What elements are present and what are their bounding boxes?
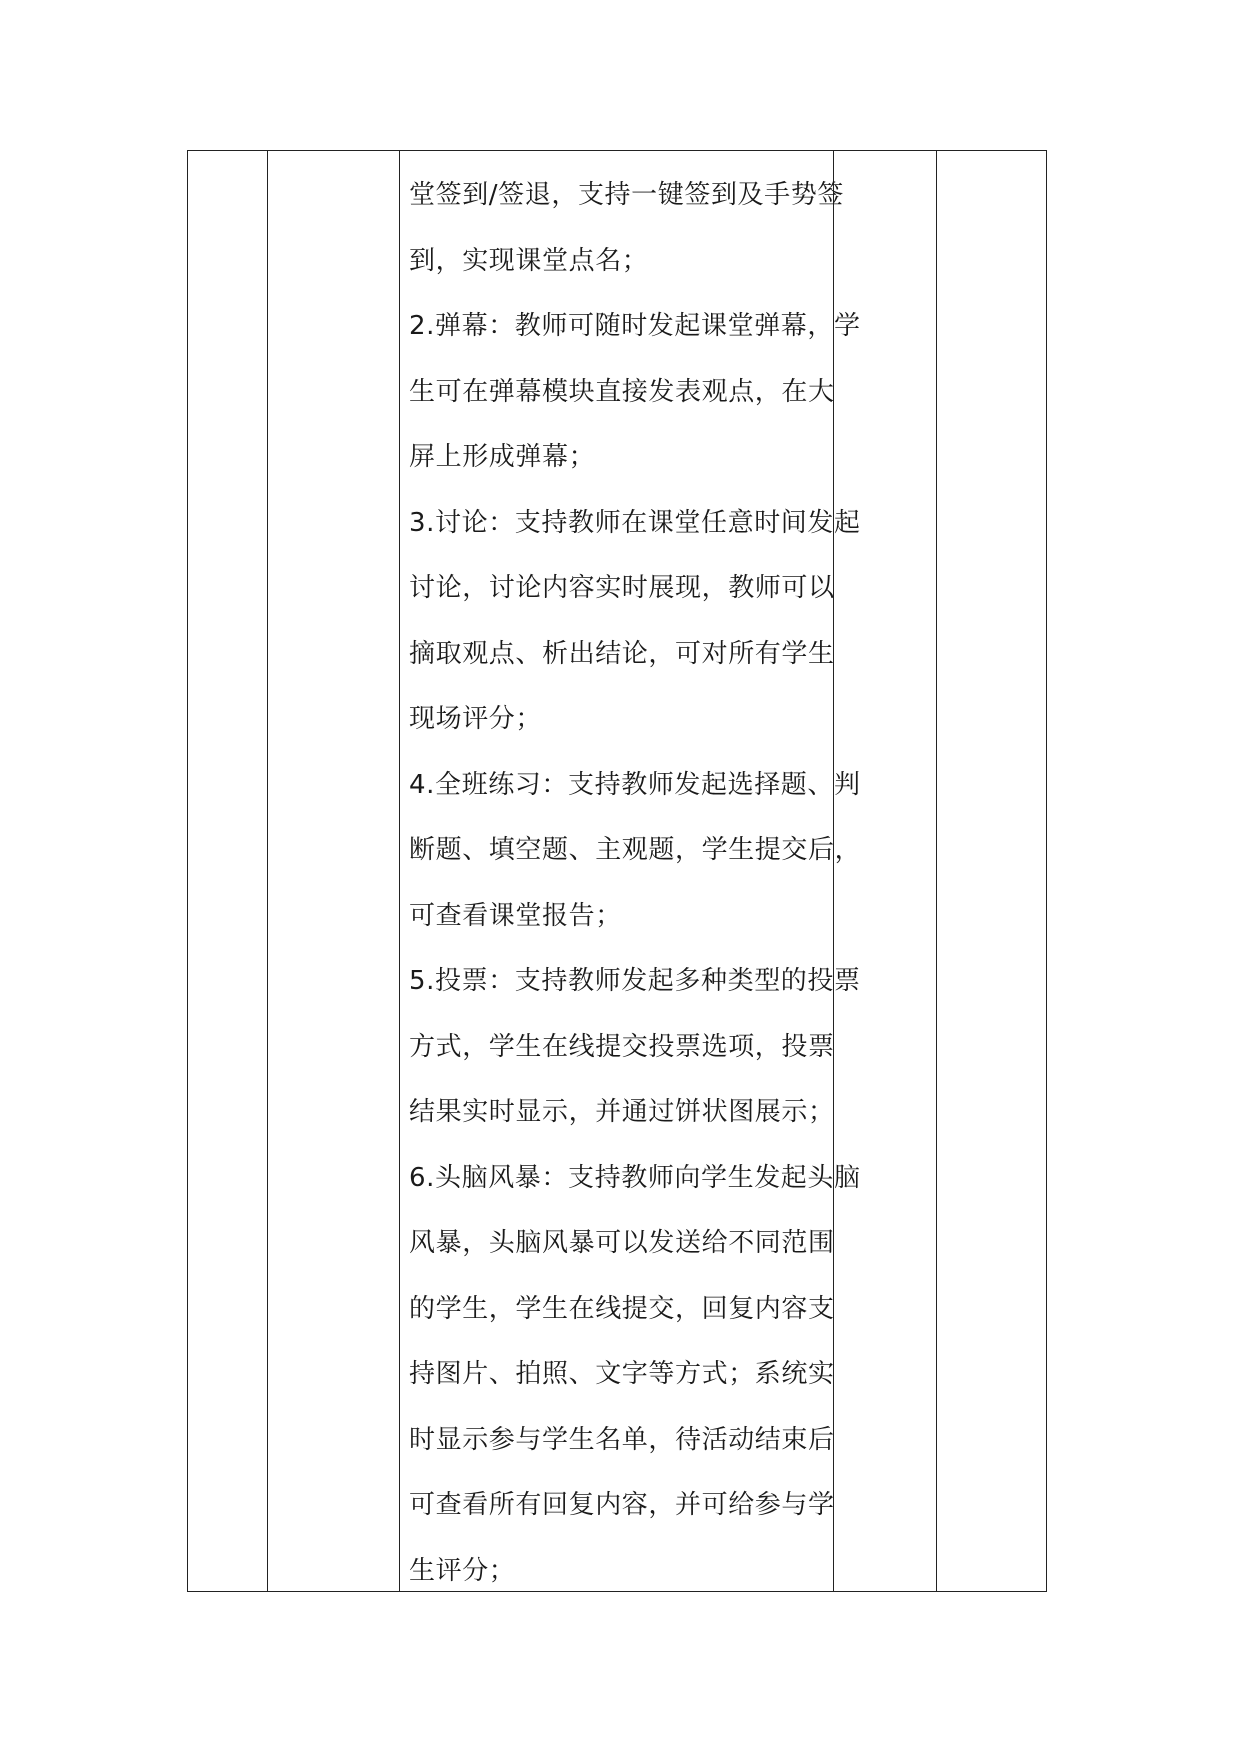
spec-table [187,150,1047,1592]
column-divider-1 [267,151,268,1591]
text-line: 结果实时显示，并通过饼状图展示； [409,1097,835,1127]
text-line: 风暴，头脑风暴可以发送给不同范围 [409,1228,835,1258]
text-line: 到，实现课堂点名； [409,245,649,276]
text-line: 讨论，讨论内容实时展现，教师可以 [409,573,835,603]
text-line: 的学生，学生在线提交，回复内容支 [409,1293,835,1324]
text-line: 断题、填空题、主观题，学生提交后， [409,835,862,865]
feature-description-cell [399,151,862,1604]
text-line: 可查看所有回复内容，并可给参与学 [409,1490,835,1520]
text-line: 现场评分； [409,704,543,734]
text-line: 持图片、拍照、文字等方式；系统实 [409,1359,835,1389]
text-line: 生可在弹幕模块直接发表观点，在大 [409,376,835,407]
text-line: 时显示参与学生名单，待活动结束后 [409,1424,835,1455]
text-line: 方式，学生在线提交投票选项，投票 [409,1031,835,1062]
text-line: 摘取观点、析出结论，可对所有学生 [409,638,835,669]
text-line: 6.头脑风暴：支持教师向学生发起头脑 [409,1162,861,1193]
text-line: 4.全班练习：支持教师发起选择题、判 [409,769,861,800]
text-line: 5.投票：支持教师发起多种类型的投票 [409,966,861,996]
text-line: 屏上形成弹幕； [409,442,596,472]
text-line: 可查看课堂报告； [409,900,622,931]
column-divider-4 [936,151,937,1591]
text-line: 生评分； [409,1555,516,1586]
text-line: 3.讨论：支持教师在课堂任意时间发起 [409,507,861,538]
text-line: 堂签到/签退，支持一键签到及手势签 [409,180,844,210]
text-line: 2.弹幕：教师可随时发起课堂弹幕，学 [409,311,861,341]
